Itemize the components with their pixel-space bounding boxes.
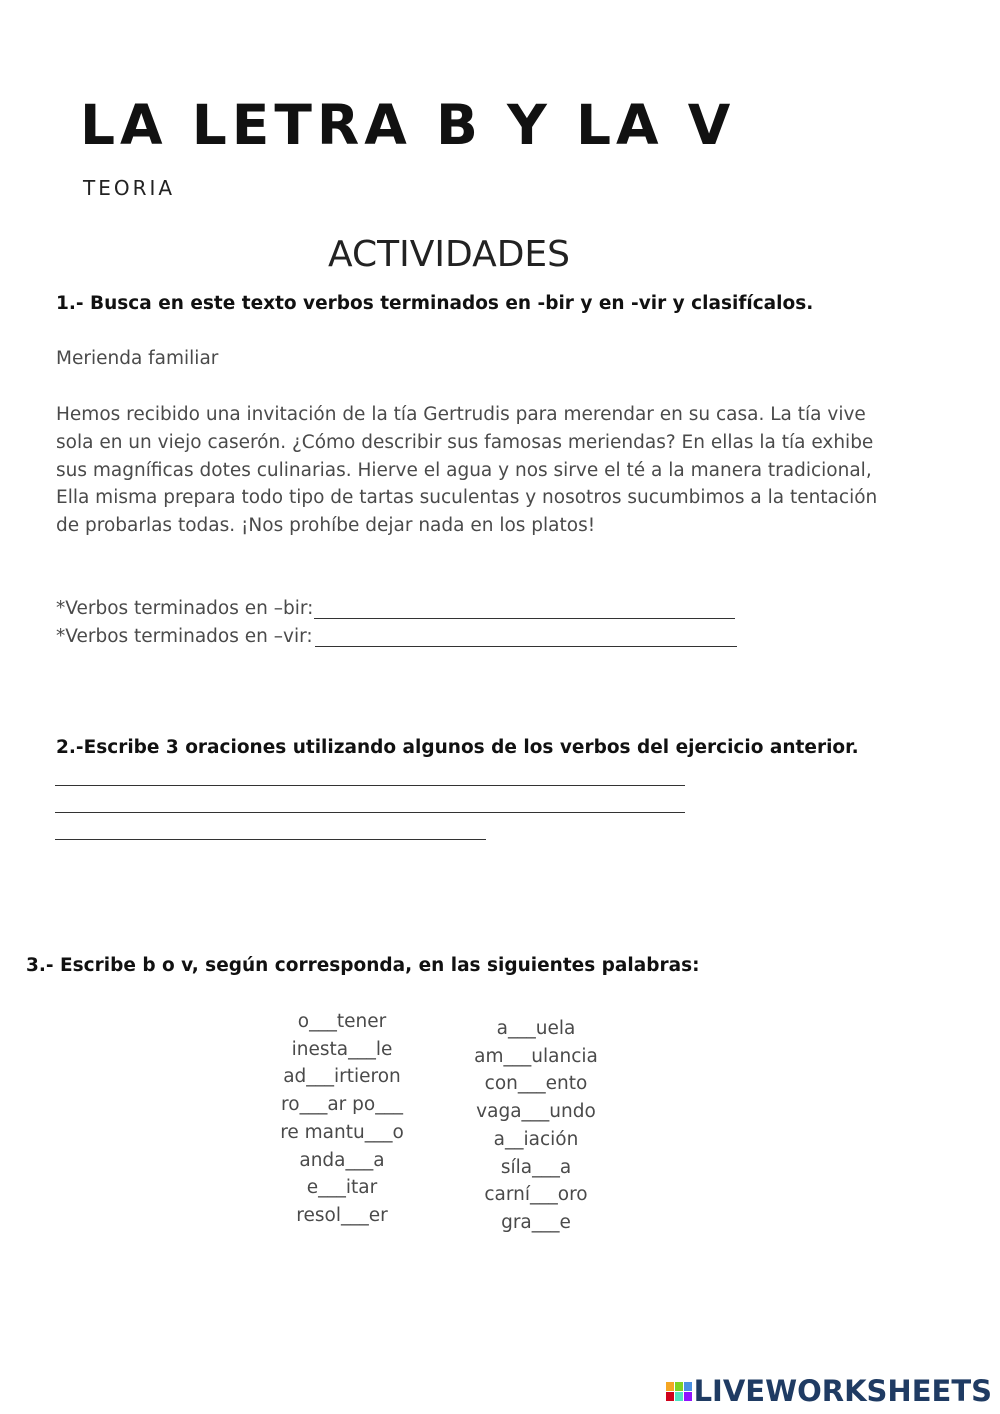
word-item[interactable]: inesta___le (291, 1038, 393, 1060)
question-3-prompt: 3.- Escribe b o v, según corresponda, en las siguientes palabras: (26, 955, 700, 976)
question-2-prompt: 2.-Escribe 3 oraciones utilizando algunos de los verbos del ejercicio anterior. (56, 737, 859, 758)
word-list-right (456, 1015, 616, 1237)
word-item[interactable]: re mantu___o (280, 1121, 404, 1143)
logo-mark-icon (666, 1382, 692, 1401)
word-item[interactable]: vaga___undo (476, 1101, 596, 1123)
sentence-line-2[interactable] (55, 812, 685, 813)
word-item[interactable]: o___tener (297, 1011, 387, 1032)
logo-text: LIVEWORKSHEETS (693, 1374, 992, 1408)
paragraph-line: Hemos recibido una invitación de la tía Gertrudis para merendar en su casa. La tía vive (56, 404, 866, 425)
paragraph-line: de probarlas todas. ¡Nos prohíbe dejar nada en los platos! (56, 515, 596, 537)
word-item[interactable]: a___uela (496, 1018, 576, 1039)
sentence-line-1[interactable] (55, 785, 685, 786)
word-item[interactable]: anda___a (299, 1149, 385, 1171)
paragraph-line: Ella misma prepara todo tipo de tartas suculentas y nosotros sucumbimos a la tentación (56, 487, 878, 509)
word-item[interactable]: carní___oro (484, 1184, 588, 1206)
liveworksheets-logo[interactable] (666, 1374, 992, 1408)
sentence-line-3[interactable] (55, 839, 486, 840)
word-item[interactable]: ro___ar po___ (281, 1094, 403, 1116)
word-item[interactable]: ad___irtieron (283, 1066, 401, 1088)
word-item[interactable]: a__iación (493, 1128, 579, 1150)
answer-vir-row (56, 626, 313, 647)
worksheet-title: LA LETRA B Y LA V (80, 93, 736, 157)
answer-vir-label: *Verbos terminados en –vir: (56, 626, 313, 647)
answer-bir-input-line[interactable] (314, 618, 735, 619)
word-item[interactable]: con___ento (484, 1073, 588, 1095)
section-title: ACTIVIDADES (328, 234, 571, 275)
paragraph-line: sus magníficas dotes culinarias. Hierve el agua y nos sirve el té a la manera tradicional, (56, 459, 872, 481)
question-1-prompt: 1.- Busca en este texto verbos terminados en -bir y en -vir y clasifícalos. (56, 293, 814, 314)
answer-vir-input-line[interactable] (315, 646, 737, 647)
story-title: Merienda familiar (56, 348, 219, 369)
word-item[interactable]: resol___er (296, 1204, 388, 1226)
word-item[interactable]: am___ulancia (474, 1045, 598, 1067)
word-item[interactable]: e___itar (306, 1177, 378, 1199)
answer-bir-label: *Verbos terminados en –bir: (56, 598, 314, 619)
word-list-left (262, 1008, 422, 1230)
answer-bir-row (56, 598, 313, 619)
worksheet-subtitle: TEORIA (83, 176, 176, 200)
word-item[interactable]: síla___a (500, 1156, 572, 1178)
paragraph-line: sola en un viejo caserón. ¿Cómo describir sus famosas meriendas? En ellas la tía exhibe (56, 431, 874, 453)
story-paragraph (56, 401, 876, 540)
word-item[interactable]: gra___e (501, 1211, 571, 1233)
